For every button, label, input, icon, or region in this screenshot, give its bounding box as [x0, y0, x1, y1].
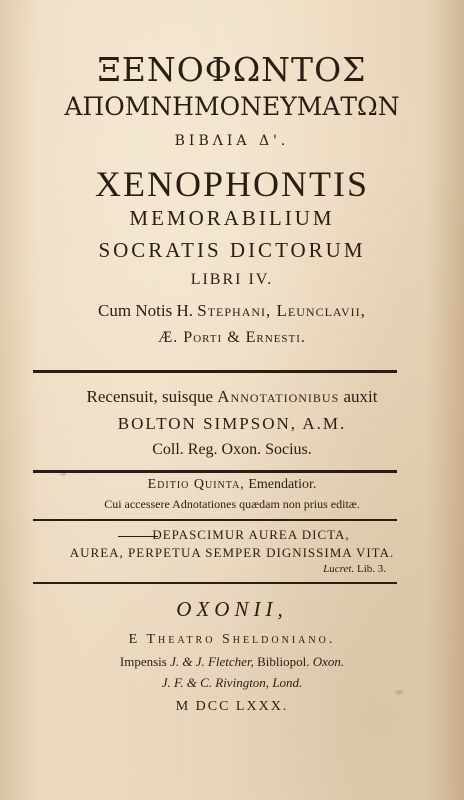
epigraph-line-2: AUREA, PERPETUA SEMPER DIGNISSIMA VITA.: [69, 545, 395, 560]
editor-prefix: Recensuit, suisque: [86, 387, 214, 406]
rivington-names: J. F. & C. Rivington,: [161, 675, 270, 690]
editor-college: Coll. Reg. Oxon. Socius.: [152, 441, 312, 458]
notes-authors: Stephani, Leunclavii,: [197, 301, 366, 320]
greek-title: ΞΕΝΟΦΩΝΤΟΣ: [97, 50, 367, 89]
rivington-place: Lond.: [272, 675, 303, 690]
divider-rule: [33, 370, 397, 373]
divider-rule: [33, 470, 397, 473]
epigraph-line-1: DEPASCIMUR AUREA DICTA,: [152, 527, 350, 542]
editor-line-1: [0, 387, 464, 407]
latin-books: LIBRI IV.: [190, 271, 274, 288]
imprint-theatre: E Theatro Sheldoniano.: [128, 632, 336, 647]
latin-subtitle-1: MEMORABILIUM: [129, 206, 335, 230]
greek-books: ΒΙΒΛΙΑ Δ'.: [174, 133, 290, 149]
impensis-place: Oxon.: [312, 654, 345, 669]
imprint-impensis: [0, 654, 464, 670]
editor-name: BOLTON SIMPSON, A.M.: [117, 414, 347, 433]
latin-subtitle-2: SOCRATIS DICTORUM: [98, 238, 366, 262]
notes-line-2: Æ. Porti & Ernesti.: [158, 329, 306, 346]
divider-rule: [33, 519, 397, 521]
edition-emendatior: Emendatior.: [248, 477, 317, 492]
divider-rule: [33, 582, 397, 584]
epigraph-source: [0, 563, 386, 575]
epigraph-author: Lucret.: [323, 563, 355, 575]
edition-number: Editio Quinta,: [147, 477, 245, 492]
epigraph-book: Lib. 3.: [356, 563, 386, 575]
imprint-year: M DCC LXXX.: [175, 699, 289, 714]
imprint-place: OXONII,: [176, 597, 288, 621]
notes-line-1: [0, 301, 464, 321]
editor-annotations: Annotationibus: [217, 387, 340, 406]
edition-line-1: [0, 477, 464, 493]
notes-prefix: Cum Notis H.: [98, 301, 193, 320]
impensis-bibliopol: Bibliopol.: [257, 654, 310, 669]
impensis-prefix: Impensis: [119, 654, 167, 669]
edition-line-2: Cui accessere Adnotationes quædam non prius editæ.: [104, 497, 360, 511]
editor-suffix: auxit: [343, 387, 378, 406]
latin-title: XENOPHONTIS: [95, 164, 369, 204]
greek-subtitle: ΑΠΟΜΝΗΜΟΝΕΥΜΑΤΩΝ: [64, 92, 400, 121]
imprint-rivington: [0, 675, 464, 691]
impensis-names: J. & J. Fletcher,: [170, 654, 254, 669]
